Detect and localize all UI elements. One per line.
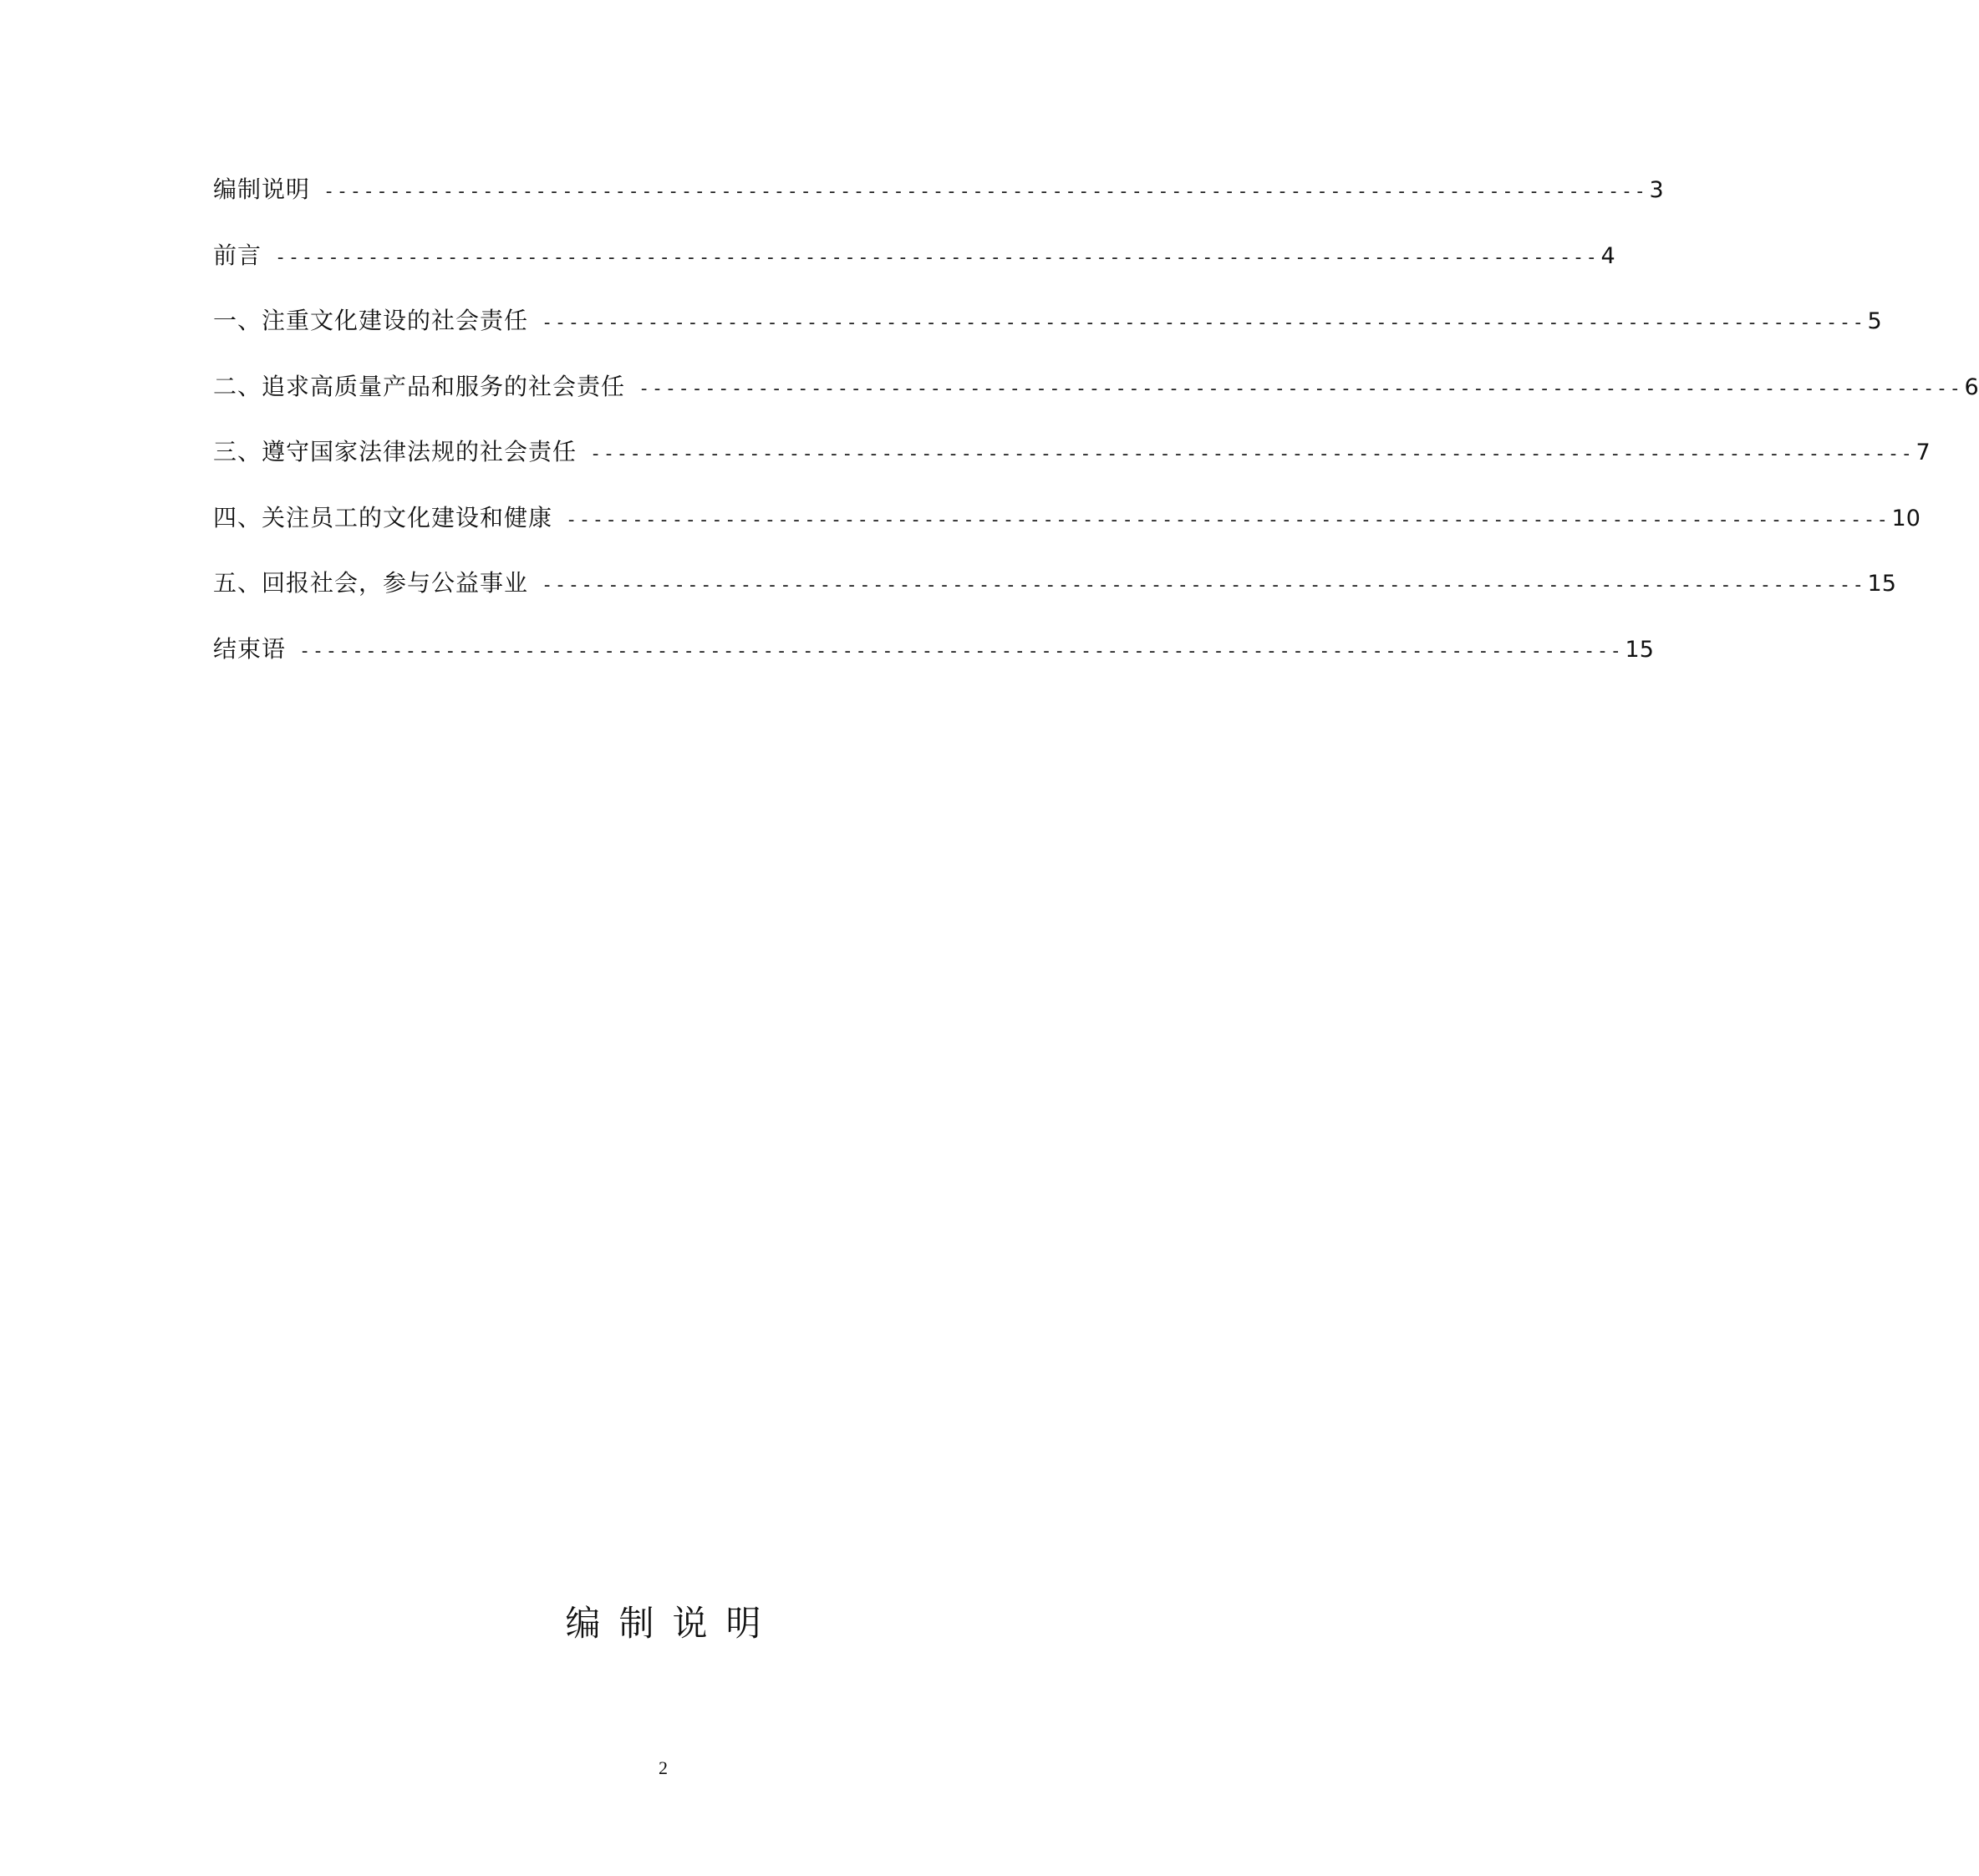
toc-entry-section-4[interactable]: [213, 496, 1920, 562]
toc-leader-dashes: ----------------------------------------------------------------------------------------------------: [566, 509, 1890, 531]
toc-leader-dashes: ----------------------------------------------------------------------------------------------------: [299, 640, 1624, 662]
toc-leader-dashes: ----------------------------------------------------------------------------------------------------: [542, 575, 1866, 596]
toc-entry-title: 编制说明: [213, 175, 311, 203]
toc-entry-page: 15: [1625, 636, 1654, 663]
toc-entry-section-1[interactable]: [213, 299, 1882, 365]
table-of-contents: [213, 168, 1979, 693]
toc-entry-page: 7: [1915, 440, 1931, 465]
page-number: 2: [659, 1757, 668, 1778]
toc-entry-page: 3: [1649, 177, 1664, 203]
toc-entry-title: 一、注重文化建设的社会责任: [213, 307, 529, 334]
toc-leader-dashes: ----------------------------------------------------------------------------------------------------: [590, 444, 1915, 465]
toc-leader-dashes: ----------------------------------------------------------------------------------------------------: [323, 181, 1648, 202]
toc-entry-section-3[interactable]: [213, 430, 1931, 496]
toc-entry-title: 二、追求高质量产品和服务的社会责任: [213, 372, 626, 400]
section-heading: 编制说明: [565, 1603, 780, 1644]
toc-entry-page: 6: [1964, 374, 1979, 400]
toc-entry-conclusion[interactable]: [213, 628, 1654, 694]
toc-entry-page: 4: [1600, 242, 1615, 269]
toc-entry-title: 五、回报社会，参与公益事业: [213, 569, 529, 597]
toc-entry-title: 四、关注员工的文化建设和健康: [213, 503, 553, 531]
toc-entry-title: 三、遵守国家法律法规的社会责任: [213, 438, 577, 465]
toc-entry-title: 前言: [213, 241, 262, 269]
toc-entry-preface[interactable]: [213, 234, 1615, 300]
toc-entry-page: 5: [1867, 308, 1882, 334]
toc-entry-section-2[interactable]: [213, 365, 1979, 431]
toc-entry-title: 结束语: [213, 634, 287, 663]
toc-leader-dashes: ----------------------------------------------------------------------------------------------------: [275, 247, 1600, 268]
toc-entry-page: 15: [1867, 571, 1896, 597]
toc-entry-page: 10: [1891, 505, 1920, 531]
toc-entry-section-5[interactable]: [213, 562, 1896, 628]
toc-leader-dashes: ----------------------------------------------------------------------------------------------------: [638, 378, 1963, 399]
toc-entry-compilation-notes[interactable]: [213, 168, 1664, 234]
toc-leader-dashes: ----------------------------------------------------------------------------------------------------: [542, 313, 1866, 333]
